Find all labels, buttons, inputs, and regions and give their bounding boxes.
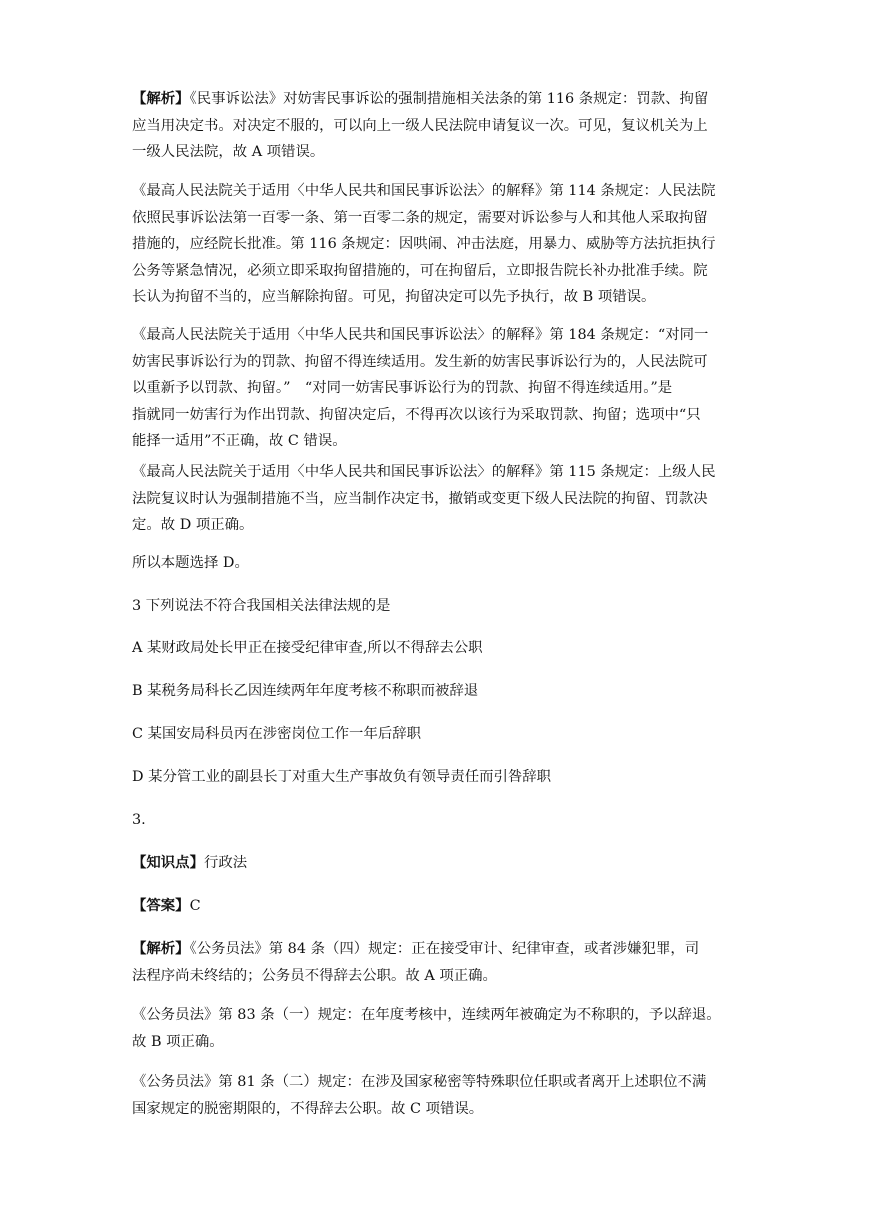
option-b [132, 678, 740, 705]
text-line: 行政法 [203, 855, 248, 871]
option-a [132, 635, 740, 662]
analysis-paragraph-1 [132, 86, 740, 166]
text-line: 妨害民事诉讼行为的罚款、拘留不得连续适用。发生新的妨害民事诉讼行为的，人民法院可 [132, 353, 708, 370]
question-number [132, 807, 740, 834]
text-line: 《公务员法》第 84 条（四）规定：正在接受审计、纪律审查，或者涉嫌犯罪，司 [189, 941, 700, 957]
answer-label: 【答案】 [132, 897, 190, 914]
analysis-label: 【解析】 [132, 940, 190, 957]
text-line: 所以本题选择 D。 [132, 555, 249, 571]
interpretation-115-paragraph [132, 459, 740, 539]
answer [132, 893, 740, 920]
text-line: 3 下列说法不符合我国相关法律法规的是 [132, 598, 391, 614]
text-line: 长认为拘留不当的，应当解除拘留。可见，拘留决定可以先予执行，故 B 项错误。 [132, 289, 656, 305]
text-line: 3. [132, 812, 146, 828]
text-line: 公务等紧急情况，必须立即采取拘留措施的，可在拘留后，立即报告院长补办批准手续。院 [132, 262, 708, 279]
interpretation-184-paragraph [132, 322, 740, 455]
question-stem [132, 593, 740, 620]
text-line: 法程序尚未终结的；公务员不得辞去公职。故 A 项正确。 [132, 967, 497, 984]
knowledge-point-label: 【知识点】 [132, 854, 204, 871]
text-line: 以重新予以罚款、拘留。” “对同一妨害民事诉讼行为的罚款、拘留不得连续适用。”是 [132, 380, 673, 396]
text-line: 《最高人民法院关于适用〈中华人民共和国民事诉讼法〉的解释》第 184 条规定：“对同一 [132, 327, 709, 343]
text-line: C 某国安局科员丙在涉密岗位工作一年后辞职 [132, 726, 422, 742]
text-line: 能择一适用”不正确，故 C 错误。 [132, 433, 347, 449]
text-line: 应当用决定书。对决定不服的，可以向上一级人民法院申请复议一次。可见，复议机关为上 [132, 117, 708, 134]
text-line: 一级人民法院，故 A 项错误。 [132, 144, 325, 160]
text-line: 定。故 D 项正确。 [132, 517, 254, 533]
text-line: 措施的，应经院长批准。第 116 条规定：因哄闹、冲击法庭，用暴力、威胁等方法抗拒执行 [132, 236, 716, 252]
text-line: A 某财政局处长甲正在接受纪律审查,所以不得辞去公职 [132, 640, 483, 656]
text-line: 法院复议时认为强制措施不当，应当制作决定书，撤销或变更下级人民法院的拘留、罚款决 [132, 490, 708, 507]
interpretation-114-paragraph [132, 178, 740, 311]
text-line: 依照民事诉讼法第一百零一条、第一百零二条的规定，需要对诉讼参与人和其他人采取拘留 [132, 209, 708, 226]
civil-servant-law-83-paragraph [132, 1002, 740, 1055]
conclusion-paragraph [132, 550, 740, 577]
text-line: 故 B 项正确。 [132, 1033, 224, 1050]
text-line: 《公务员法》第 81 条（二）规定：在涉及国家秘密等特殊职位任职或者离开上述职位不满 [132, 1074, 707, 1090]
civil-servant-law-81-paragraph [132, 1069, 740, 1122]
text-line: B 某税务局科长乙因连续两年年度考核不称职而被辞退 [132, 683, 479, 699]
text-line: 《最高人民法院关于适用〈中华人民共和国民事诉讼法〉的解释》第 115 条规定：上级人民 [132, 464, 716, 480]
option-c [132, 721, 740, 748]
text-line: 《最高人民法院关于适用〈中华人民共和国民事诉讼法〉的解释》第 114 条规定：人民法院 [132, 183, 716, 199]
text-line: C [189, 898, 201, 914]
text-line: 《公务员法》第 83 条（一）规定：在年度考核中，连续两年被确定为不称职的，予以辞退。 [132, 1007, 721, 1023]
analysis-label: 【解析】 [132, 90, 190, 107]
knowledge-point [132, 850, 740, 877]
text-line: 国家规定的脱密期限的，不得辞去公职。故 C 项错误。 [132, 1100, 484, 1117]
option-d [132, 764, 740, 791]
text-line: 指就同一妨害行为作出罚款、拘留决定后，不得再次以该行为采取罚款、拘留；选项中“只 [132, 406, 701, 423]
text-line: D 某分管工业的副县长丁对重大生产事故负有领导责任而引咎辞职 [132, 769, 552, 785]
text-line: 《民事诉讼法》对妨害民事诉讼的强制措施相关法条的第 116 条规定：罚款、拘留 [189, 91, 709, 107]
analysis-paragraph-2 [132, 936, 740, 989]
